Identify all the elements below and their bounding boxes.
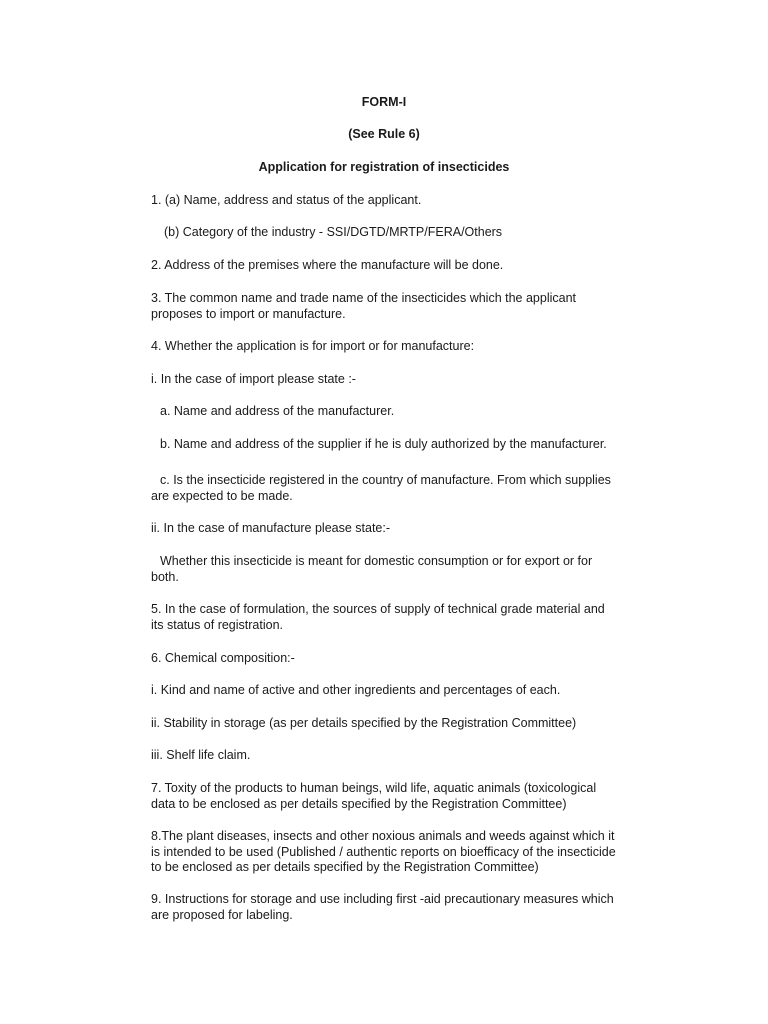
item-5-line-2: its status of registration. <box>151 617 284 632</box>
item-4-i-c <box>151 473 631 504</box>
item-6-iii: iii. Shelf life claim. <box>151 748 251 762</box>
item-4-ii-whether <box>151 554 631 585</box>
item-4-ii-line-1: Whether this insecticide is meant for domestic consumption or for export or for <box>160 554 593 568</box>
item-3 <box>151 291 631 322</box>
item-9-line-1: 9. Instructions for storage and use including first -aid precautionary measures which <box>151 892 614 906</box>
item-4-i-c-line-2: are expected to be made. <box>151 488 293 503</box>
item-8-line-2: is intended to be used (Published / authentic reports on bioefficacy of the insecticide <box>151 844 616 859</box>
item-5-line-1: 5. In the case of formulation, the sources of supply of technical grade material and <box>151 602 605 616</box>
item-4-ii: ii. In the case of manufacture please state:- <box>151 521 391 535</box>
rule-reference: (See Rule 6) <box>348 127 420 141</box>
item-7 <box>151 781 631 812</box>
item-1b: (b) Category of the industry - SSI/DGTD/MRTP/FERA/Others <box>164 225 503 239</box>
item-8-line-1: 8.The plant diseases, insects and other noxious animals and weeds against which it <box>151 829 615 843</box>
item-4-i-a: a. Name and address of the manufacturer. <box>160 404 395 418</box>
item-4-i: i. In the case of import please state :- <box>151 372 356 386</box>
item-4-ii-line-2: both. <box>151 569 179 584</box>
item-7-line-2: data to be enclosed as per details specified by the Registration Committee) <box>151 796 567 811</box>
item-4-i-b: b. Name and address of the supplier if he is duly authorized by the manufacturer. <box>160 437 607 451</box>
item-8-line-3: to be enclosed as per details specified by the Registration Committee) <box>151 860 539 874</box>
item-7-line-1: 7. Toxity of the products to human beings, wild life, aquatic animals (toxicological <box>151 781 597 795</box>
item-9 <box>151 892 631 923</box>
item-6-i: i. Kind and name of active and other ingredients and percentages of each. <box>151 683 561 697</box>
item-5 <box>151 602 631 633</box>
item-2: 2. Address of the premises where the manufacture will be done. <box>151 258 504 272</box>
item-1a: 1. (a) Name, address and status of the applicant. <box>151 193 422 207</box>
item-9-line-2: are proposed for labeling. <box>151 907 293 922</box>
item-4: 4. Whether the application is for import or for manufacture: <box>151 339 475 353</box>
form-subtitle: Application for registration of insecticides <box>258 160 510 174</box>
item-6: 6. Chemical composition:- <box>151 651 295 665</box>
form-title: FORM-I <box>361 95 407 109</box>
item-6-ii: ii. Stability in storage (as per details specified by the Registration Committee) <box>151 716 577 730</box>
item-8 <box>151 829 631 876</box>
item-4-i-c-line-1: c. Is the insecticide registered in the country of manufacture. From which supplies <box>160 473 611 487</box>
item-3-line-1: 3. The common name and trade name of the insecticides which the applicant <box>151 291 577 305</box>
item-3-line-2: proposes to import or manufacture. <box>151 306 346 321</box>
